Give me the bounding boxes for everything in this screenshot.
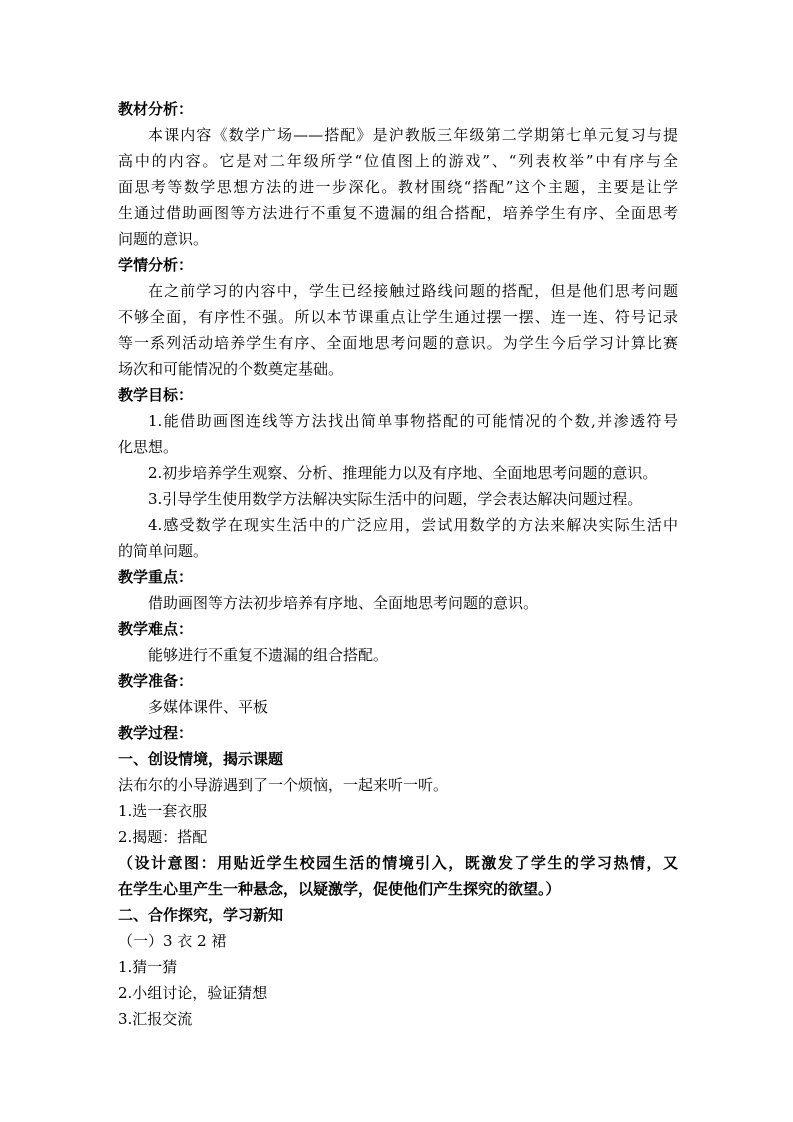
section-intro: 法布尔的小导游遇到了一个烦恼，一起来听一听。 [118,776,449,794]
section-title: 二、合作探究，学习新知 [118,906,284,924]
list-item: 2.揭题：搭配 [118,828,208,846]
difficulties-text: 能够进行不重复不遗漏的组合搭配。 [148,646,389,664]
key-points-text: 借助画图等方法初步培养有序地、全面地思考问题的意识。 [148,594,539,612]
list-item: 3.汇报交流 [118,1010,193,1028]
paragraph-line: 高中的内容。它是对二年级所学“位值图上的游戏”、“列表枚举”中有序与全 [118,152,678,170]
goal-line: 1.能借助画图连线等方法找出简单事物搭配的可能情况的个数,并渗透符号 [148,412,678,430]
goal-line: 化思想。 [118,438,179,456]
paragraph-line: 不够全面，有序性不强。所以本节课重点让学生通过摆一摆、连一连、符号记录 [118,308,678,326]
preparation-text: 多媒体课件、平板 [148,698,269,716]
list-item: 2.小组讨论，验证猜想 [118,984,268,1002]
goal-line: 3.引导学生使用数学方法解决实际生活中的问题，学会表达解决问题过程。 [148,490,643,508]
design-intent-line: 在学生心里产生一种悬念，以疑激学，促使他们产生探究的欲望。） [118,880,561,898]
paragraph-line: 等一系列活动培养学生有序、全面地思考问题的意识。为学生今后学习计算比赛 [118,334,678,352]
heading-student-analysis: 学情分析： [118,256,194,274]
paragraph-line: 面思考等数学思想方法的进一步深化。教材围绕“搭配”这个主题，主要是让学 [118,178,678,196]
list-item: 1.选一套衣服 [118,802,208,820]
paragraph-line: 本课内容《数学广场——搭配》是沪教版三年级第二学期第七单元复习与提 [148,126,678,144]
goal-line: 2.初步培养学生观察、分析、推理能力以及有序地、全面地思考问题的意识。 [148,464,658,482]
goal-line: 4.感受数学在现实生活中的广泛应用，尝试用数学的方法来解决实际生活中 [148,516,678,534]
document-content [118,96,678,1032]
design-intent-line: （设计意图：用贴近学生校园生活的情境引入，既激发了学生的学习热情，又 [118,854,678,872]
heading-difficulties: 教学难点： [118,620,194,638]
paragraph-line: 问题的意识。 [118,230,209,248]
paragraph-line: 生通过借助画图等方法进行不重复不遗漏的组合搭配，培养学生有序、全面思考 [118,204,678,222]
subsection-title: （一）3 衣 2 裙 [118,932,227,950]
heading-preparation: 教学准备： [118,672,194,690]
paragraph-line: 在之前学习的内容中，学生已经接触过路线问题的搭配，但是他们思考问题 [148,282,678,300]
heading-key-points: 教学重点： [118,568,194,586]
heading-textbook-analysis: 教材分析： [118,100,194,118]
section-title: 一、创设情境，揭示课题 [118,750,284,768]
list-item: 1.猜一猜 [118,958,178,976]
heading-teaching-goals: 教学目标： [118,386,194,404]
paragraph-line: 场次和可能情况的个数奠定基础。 [118,360,344,378]
goal-line: 的简单问题。 [118,542,209,560]
heading-teaching-process: 教学过程： [118,724,194,742]
